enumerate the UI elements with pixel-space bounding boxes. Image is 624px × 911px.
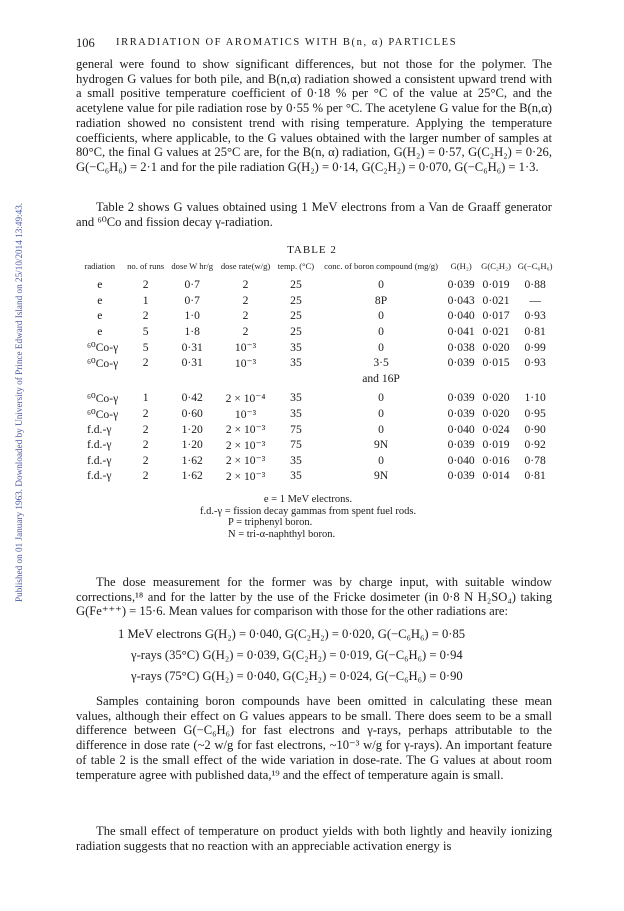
cell-runs: 2: [142, 469, 149, 483]
table-row: [76, 386, 556, 406]
cell-g-h2: 0·039: [447, 438, 475, 452]
cell-dose-rate: 2 × 10⁻³: [225, 454, 266, 468]
cell-dose: 1·20: [181, 422, 203, 436]
cell-g-h2: 0·039: [447, 391, 475, 405]
cell-g-c6h6: 0·99: [524, 340, 546, 354]
cell-g-c6h6: 0·93: [524, 356, 546, 370]
cell-g-c6h6: 1·10: [524, 391, 546, 405]
cell-dose: 1·8: [184, 325, 200, 339]
cell-g-h2: 0·038: [447, 340, 475, 354]
cell-temp: 25: [290, 278, 302, 292]
cell-g-h2: 0·039: [447, 278, 475, 292]
cell-dose-rate: [217, 371, 274, 387]
cell-temp: 25: [290, 309, 302, 323]
cell-g-c2h2: 0·014: [482, 469, 510, 483]
note-p: P = triphenyl boron.: [228, 517, 313, 528]
cell-dose-rate: 2 × 10⁻³: [225, 438, 266, 452]
cell-g-c6h6: 0·93: [524, 309, 546, 323]
equation-gamma-35: γ-rays (35°C) G(H₂) = 0·039, G(C₂H₂) = 0·019, G(−C₆H₆) = 0·94: [131, 648, 463, 662]
cell-dose: 0·31: [181, 356, 203, 370]
cell-g-c2h2: 0·019: [482, 438, 510, 452]
cell-radiation: f.d.-γ: [87, 422, 112, 436]
cell-boron-conc: 0: [378, 309, 384, 323]
cell-dose-rate: 10⁻³: [234, 356, 257, 370]
cell-temp: 75: [290, 438, 302, 452]
header-g-c6h6: G(−C₆H₆): [517, 261, 553, 271]
cell-boron-conc: and 16P: [362, 371, 400, 385]
cell-dose-rate: 2 × 10⁻³: [225, 469, 266, 483]
cell-temp: 35: [290, 356, 302, 370]
cell-g-h2: 0·039: [447, 469, 475, 483]
cell-g-c2h2: [478, 371, 514, 387]
cell-dose-rate: 2 × 10⁻⁴: [225, 391, 266, 405]
table-row: [76, 277, 556, 293]
cell-g-c2h2: 0·017: [482, 309, 510, 323]
cell-radiation: ⁶⁰Co-γ: [87, 391, 119, 405]
cell-boron-conc: 0: [378, 278, 384, 292]
table-row: [76, 355, 556, 371]
table-row: [76, 339, 556, 355]
cell-dose-rate: 2: [242, 325, 249, 339]
cell-dose: [168, 371, 217, 387]
cell-g-c2h2: 0·019: [482, 278, 510, 292]
cell-dose-rate: 2 × 10⁻³: [225, 423, 266, 437]
cell-dose-rate: 2: [242, 309, 249, 323]
cell-g-c6h6: 0·92: [524, 438, 546, 452]
cell-radiation: f.d.-γ: [87, 453, 112, 467]
cell-runs: 1: [142, 391, 149, 405]
cell-g-c2h2: 0·021: [482, 325, 510, 339]
cell-runs: 2: [142, 356, 149, 370]
cell-radiation: ⁶⁰Co-γ: [87, 356, 119, 370]
cell-runs: 2: [142, 453, 149, 467]
equation-gamma-75: γ-rays (75°C) G(H₂) = 0·040, G(C₂H₂) = 0·024, G(−C₆H₆) = 0·90: [131, 669, 463, 683]
cell-dose-rate: 2: [242, 293, 249, 307]
note-n: N = tri-α-naphthyl boron.: [228, 528, 336, 540]
table-row: [76, 371, 556, 387]
table-notes: [0, 494, 624, 540]
cell-g-c2h2: 0·020: [482, 340, 510, 354]
cell-g-c6h6: [514, 371, 556, 387]
cell-boron-conc: 9N: [373, 469, 389, 483]
table-row: [76, 421, 556, 437]
table-row: [76, 308, 556, 324]
cell-temp: 35: [290, 453, 302, 467]
cell-boron-conc: 0: [378, 325, 384, 339]
cell-g-h2: 0·040: [447, 422, 475, 436]
body-paragraph-3: The dose measurement for the former was by charge input, with suitable window corrections,¹⁸ and for the latter by the use of the Fricke dosimeter (in 0·8 N H₂SO₄) taking G(Fe⁺⁺⁺) = 15·6. Mean values for comparison with those for the other radiations are:: [76, 575, 552, 619]
body-paragraph-2: Table 2 shows G values obtained using 1 MeV electrons from a Van de Graaff generator and ⁶⁰Co and fission decay γ-radiation.: [76, 200, 552, 229]
table-row: [76, 453, 556, 469]
cell-runs: 1: [142, 293, 149, 307]
data-table: [76, 262, 556, 484]
cell-temp: 35: [290, 391, 302, 405]
cell-g-h2: 0·040: [447, 309, 475, 323]
cell-g-c2h2: 0·021: [482, 293, 510, 307]
cell-temp: 75: [290, 422, 302, 436]
cell-g-c6h6: 0·95: [524, 407, 546, 421]
cell-g-c6h6: 0·78: [524, 453, 546, 467]
equation-electrons: 1 MeV electrons G(H₂) = 0·040, G(C₂H₂) = 0·020, G(−C₆H₆) = 0·85: [118, 627, 466, 641]
note-fission-decay: f.d.-γ = fission decay gammas from spent fuel rods.: [200, 505, 417, 517]
cell-boron-conc: 0: [378, 340, 384, 354]
cell-dose-rate: 10⁻³: [234, 407, 257, 421]
body-paragraph-1: general were found to show significant differences, but not those for the polymer. The hydrogen G values for both pile, and B(n,α) radiation showed a consistent upward trend with a small positive temperature coefficient of 0·18 % per °C of the value at 25°C, and the acetylene value for pile radiation rose by 0·55 % per °C. The acetylene G value for the B(n,α) radiation showed no consistent trend with rising temperature. Applying the temperature coefficients, where applicable, to the G values obtained with the larger number of samples at 80°C, the final G values at 25°C are, for the B(n, α) radiation, G(H₂) = 0·57, G(C₂H₂) = 0·26, G(−C₆H₆) = 2·1 and for the pile radiation G(H₂) = 0·14, G(C₂H₂) = 0·070, G(−C₆H₆) = 1·3.: [76, 57, 552, 174]
cell-temp: 25: [290, 325, 302, 339]
download-notice: Published on 01 January 1963. Downloaded by University of Prince Edward Island on 25/10/2014 13:49:43.: [14, 202, 24, 602]
cell-temp: 35: [290, 407, 302, 421]
cell-radiation: e: [97, 325, 103, 339]
cell-g-h2: [444, 371, 477, 387]
cell-radiation: f.d.-γ: [87, 469, 112, 483]
body-paragraph-4: Samples containing boron compounds have been omitted in calculating these mean values, although their effect on G values appears to be small. There does seem to be a small difference between G(−C₆H₆) for fast electrons and γ-rays, perhaps attributable to the difference in dose rate (~2 w/g for fast electrons, ~10⁻³ w/g for γ-rays). An important feature of table 2 is the small effect of the wide variation in dose-rate. The G values at about room temperature agree with published data,¹⁹ and the effect of temperature again is small.: [76, 694, 552, 782]
cell-radiation: ⁶⁰Co-γ: [87, 341, 119, 355]
body-paragraph-5: The small effect of temperature on product yields with both lightly and heavily ionizing radiation suggests that no reaction with an appreciable activation energy is: [76, 824, 552, 853]
cell-g-c6h6: 0·88: [524, 278, 546, 292]
cell-g-h2: 0·039: [447, 356, 475, 370]
cell-radiation: e: [97, 278, 103, 292]
cell-dose: 0·7: [184, 293, 200, 307]
cell-boron-conc: 0: [378, 407, 384, 421]
cell-radiation: e: [97, 309, 103, 323]
running-title: IRRADIATION OF AROMATICS WITH B(n, α) PARTICLES: [116, 37, 458, 48]
table-row: [76, 437, 556, 453]
cell-g-h2: 0·041: [447, 325, 475, 339]
cell-dose: 0·60: [181, 407, 203, 421]
cell-runs: 2: [142, 407, 149, 421]
cell-boron-conc: 8P: [374, 293, 388, 307]
cell-runs: 2: [142, 438, 149, 452]
cell-temp: [274, 371, 317, 387]
header-g-h2: G(H₂): [450, 261, 472, 271]
cell-g-c6h6: 0·90: [524, 422, 546, 436]
header-g-c2h2: G(C₂H₂): [481, 261, 511, 271]
cell-radiation: f.d.-γ: [87, 438, 112, 452]
header-boron-conc: conc. of boron compound (mg/g): [324, 261, 438, 271]
table-row: [76, 468, 556, 484]
cell-g-h2: 0·040: [447, 453, 475, 467]
header-dose: dose W hr/g: [171, 261, 214, 271]
cell-temp: 35: [290, 469, 302, 483]
cell-g-c6h6: —: [529, 293, 541, 307]
cell-g-c2h2: 0·024: [482, 422, 510, 436]
cell-dose-rate: 10⁻³: [234, 341, 257, 355]
cell-boron-conc: 0: [378, 453, 384, 467]
cell-g-c2h2: 0·020: [482, 391, 510, 405]
table-header-row: [76, 262, 556, 277]
cell-boron-conc: 9N: [373, 438, 389, 452]
cell-dose-rate: 2: [242, 278, 249, 292]
cell-dose: 1·20: [181, 438, 203, 452]
page-number: 106: [76, 36, 95, 50]
cell-runs: 5: [142, 325, 149, 339]
cell-g-c2h2: 0·020: [482, 407, 510, 421]
cell-boron-conc: 3·5: [373, 356, 389, 370]
cell-radiation: ⁶⁰Co-γ: [87, 407, 119, 421]
cell-temp: 35: [290, 340, 302, 354]
cell-g-c2h2: 0·015: [482, 356, 510, 370]
header-dose-rate: dose rate(w/g): [220, 261, 271, 271]
note-electrons: e = 1 MeV electrons.: [263, 494, 353, 505]
table-row: [76, 406, 556, 422]
cell-dose: 1·0: [184, 309, 200, 323]
cell-boron-conc: 0: [378, 422, 384, 436]
cell-dose: 1·62: [181, 453, 203, 467]
cell-runs: 2: [142, 278, 149, 292]
table-row: [76, 293, 556, 309]
cell-runs: 2: [142, 309, 149, 323]
cell-dose: 0·31: [181, 340, 203, 354]
cell-g-c6h6: 0·81: [524, 325, 546, 339]
cell-g-c2h2: 0·016: [482, 453, 510, 467]
cell-g-h2: 0·043: [447, 293, 475, 307]
cell-dose: 0·7: [184, 278, 200, 292]
cell-g-h2: 0·039: [447, 407, 475, 421]
header-runs: no. of runs: [127, 261, 165, 271]
cell-runs: 5: [142, 340, 149, 354]
cell-runs: 2: [142, 422, 149, 436]
cell-radiation: [76, 371, 124, 387]
cell-runs: [124, 371, 168, 387]
table-caption: TABLE 2: [287, 244, 337, 256]
cell-g-c6h6: 0·81: [524, 469, 546, 483]
cell-temp: 25: [290, 293, 302, 307]
cell-dose: 1·62: [181, 469, 203, 483]
header-radiation: radiation: [84, 261, 116, 271]
cell-radiation: e: [97, 293, 103, 307]
header-temp: temp. (°C): [277, 261, 315, 271]
table-row: [76, 324, 556, 340]
cell-boron-conc: 0: [378, 391, 384, 405]
cell-dose: 0·42: [181, 391, 203, 405]
